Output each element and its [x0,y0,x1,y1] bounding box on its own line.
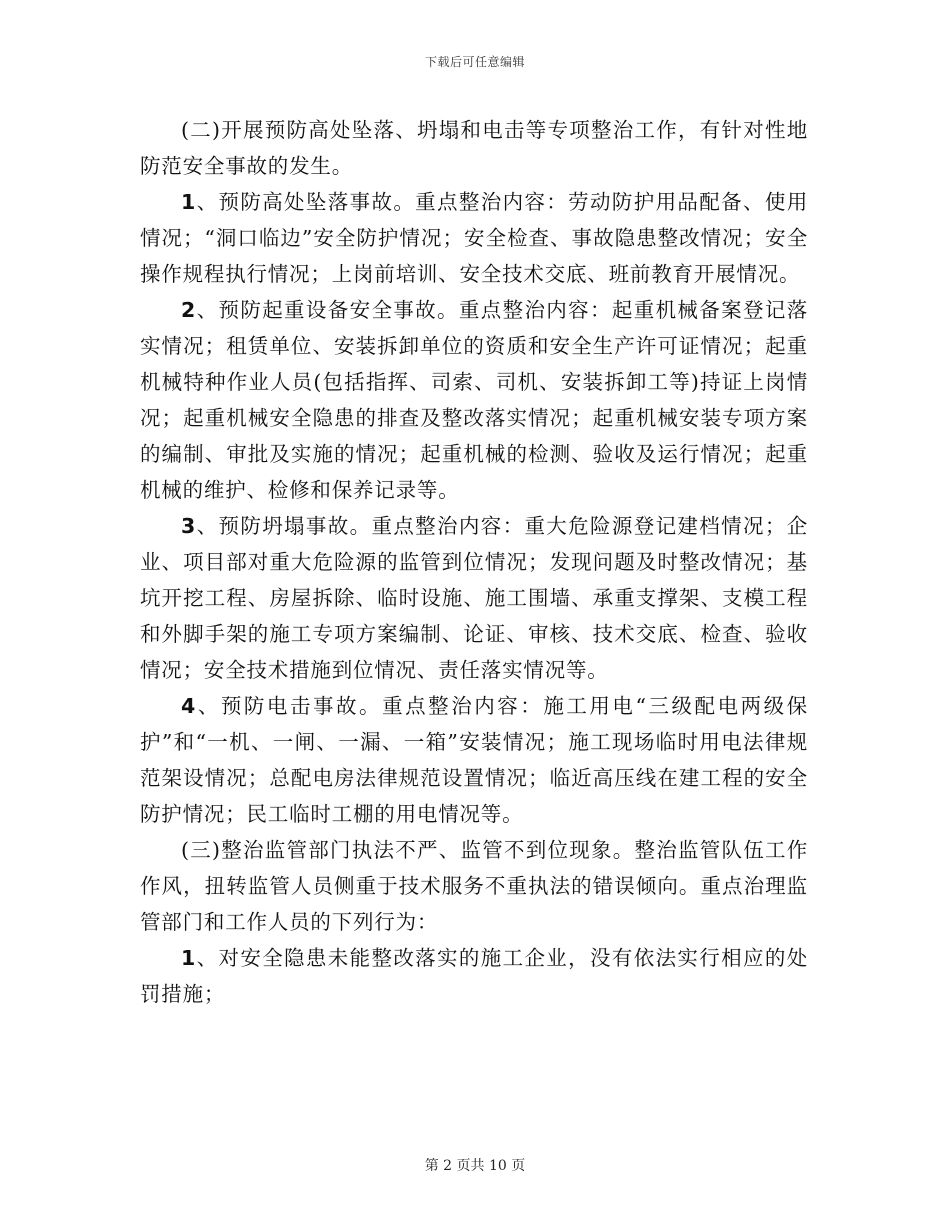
item-number: 3 [181,514,197,538]
paragraph-text: 、预防起重设备安全事故。重点整治内容：起重机械备案登记落实情况；租赁单位、安装拆卸单位的资质和安全生产许可证情况；起重机械特种作业人员(包括指挥、司索、司机、安装拆卸工等)持证上岗情况；起重机械安全隐患的排查及整改落实情况；起重机械安装专项方案的编制、审批及实施的情况；起重机械的检测、验收及运行情况；起重机械的维护、检修和保养记录等。 [140,298,808,502]
paragraph-item-4-electric-shock [140,688,808,832]
page-footer-page-number: 第 2 页共 10 页 [424,1158,526,1174]
document-body [140,112,808,1012]
page-header: 下载后可任意编辑 [424,55,525,69]
paragraph-text: 、对安全隐患未能整改落实的施工企业，没有依法实行相应的处罚措施； [140,946,808,1006]
paragraph-section-2 [140,112,808,184]
paragraph-text: (二)开展预防高处坠落、坍塌和电击等专项整治工作，有针对性地防范安全事故的发生。 [140,118,808,178]
paragraph-item-3-collapse-prevention [140,508,808,688]
paragraph-section-3 [140,832,808,940]
item-number: 1 [181,946,197,970]
item-number: 4 [181,694,197,718]
paragraph-text: (三)整治监管部门执法不严、监管不到位现象。整治监管队伍工作作风，扭转监管人员侧重于技术服务不重执法的错误倾向。重点治理监管部门和工作人员的下列行为： [140,838,808,934]
paragraph-item-1-fall-prevention [140,184,808,292]
paragraph-text: 、预防电击事故。重点整治内容：施工用电“三级配电两级保护”和“一机、一闸、一漏、一箱”安装情况；施工现场临时用电法律规范架设情况；总配电房法律规范设置情况；临近高压线在建工程的安全防护情况；民工临时工棚的用电情况等。 [140,694,808,826]
item-number: 1 [181,190,197,214]
paragraph-text: 、预防高处坠落事故。重点整治内容：劳动防护用品配备、使用情况；“洞口临边”安全防护情况；安全检查、事故隐患整改情况；安全操作规程执行情况；上岗前培训、安全技术交底、班前教育开展情况。 [140,190,808,286]
paragraph-item-2-lifting-equipment [140,292,808,508]
paragraph-text: 、预防坍塌事故。重点整治内容：重大危险源登记建档情况；企业、项目部对重大危险源的监管到位情况；发现问题及时整改情况；基坑开挖工程、房屋拆除、临时设施、施工围墙、承重支撑架、支模工程和外脚手架的施工专项方案编制、论证、审核、技术交底、检查、验收情况；安全技术措施到位情况、责任落实情况等。 [140,514,808,682]
item-number: 2 [181,298,197,322]
paragraph-item-1-penalty [140,940,808,1012]
